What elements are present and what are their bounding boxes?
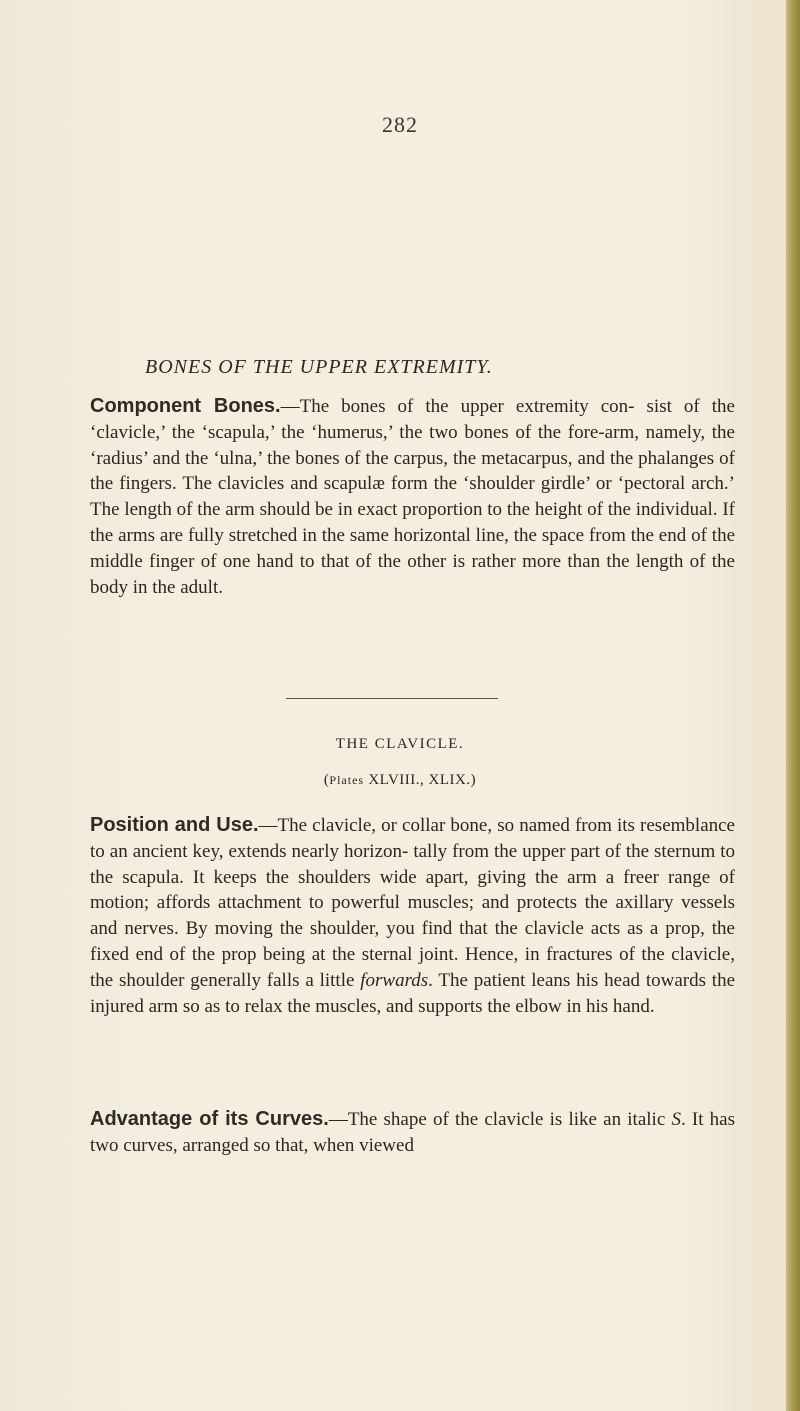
paragraph-heading: Component Bones. bbox=[90, 395, 281, 417]
italic-word: forwards bbox=[360, 969, 429, 991]
plates-open-paren: ( bbox=[323, 772, 330, 788]
paragraph-advantage-of-curves bbox=[90, 1107, 735, 1159]
paragraph-heading: Position and Use. bbox=[90, 814, 259, 836]
paragraph-position-and-use bbox=[90, 813, 735, 1019]
paragraph-text-end: . It has two curves, arranged so that, when viewed bbox=[90, 1109, 735, 1156]
section-title: BONES OF THE UPPER EXTREMITY. bbox=[145, 356, 493, 378]
paragraph-heading: Advantage of its Curves. bbox=[90, 1108, 329, 1130]
plates-reference bbox=[0, 772, 800, 789]
paragraph-text-end: . The patient leans his head towards the injured arm so as to relax the muscles, and supports the elbow in his hand. bbox=[90, 969, 736, 1017]
page-edge bbox=[786, 0, 800, 1411]
italic-letter: S bbox=[671, 1109, 681, 1130]
paragraph-text: —The clavicle, or collar bone, so named from its resemblance to an ancient key, extends nearly horizon- tally from the upper part of the sternum to the scapula. It keeps the shoulders wide apart, giving the arm a freer range of motion; affords attachment to powerful muscles; and protects the axillary vessels and nerves. By moving the shoulder, you find that the clavicle acts as a prop, the fixed end of the prop being at the sternal joint. Hence, in fractures of the clavicle, the shoulder generally falls a little bbox=[90, 815, 735, 991]
section-divider bbox=[286, 698, 498, 699]
subsection-title: THE CLAVICLE. bbox=[335, 736, 465, 752]
plates-numbers: XLVIII., XLIX.) bbox=[364, 772, 477, 788]
paragraph-text: —The bones of the upper extremity con- sist of the ‘clavicle,’ the ‘scapula,’ the ‘humerus,’ the two bones of the fore-arm, namely, the ‘radius’ and the ‘ulna,’ the bones of the carpus, the metacarpus, and the phalanges of the fingers. The clavicles and scapulæ form the ‘shoulder girdle’ or ‘pectoral arch.’ The length of the arm should be in exact proportion to the height of the individual. If the arms are fully stretched in the same horizontal line, the space from the end of the middle finger of one hand to that of the other is rather more than the length of the body in the adult. bbox=[90, 396, 735, 598]
page-number: 282 bbox=[382, 112, 418, 137]
paragraph-text: —The shape of the clavicle is like an italic bbox=[328, 1109, 672, 1130]
paragraph-component-bones bbox=[90, 394, 735, 600]
plates-word: Plates bbox=[329, 773, 365, 787]
